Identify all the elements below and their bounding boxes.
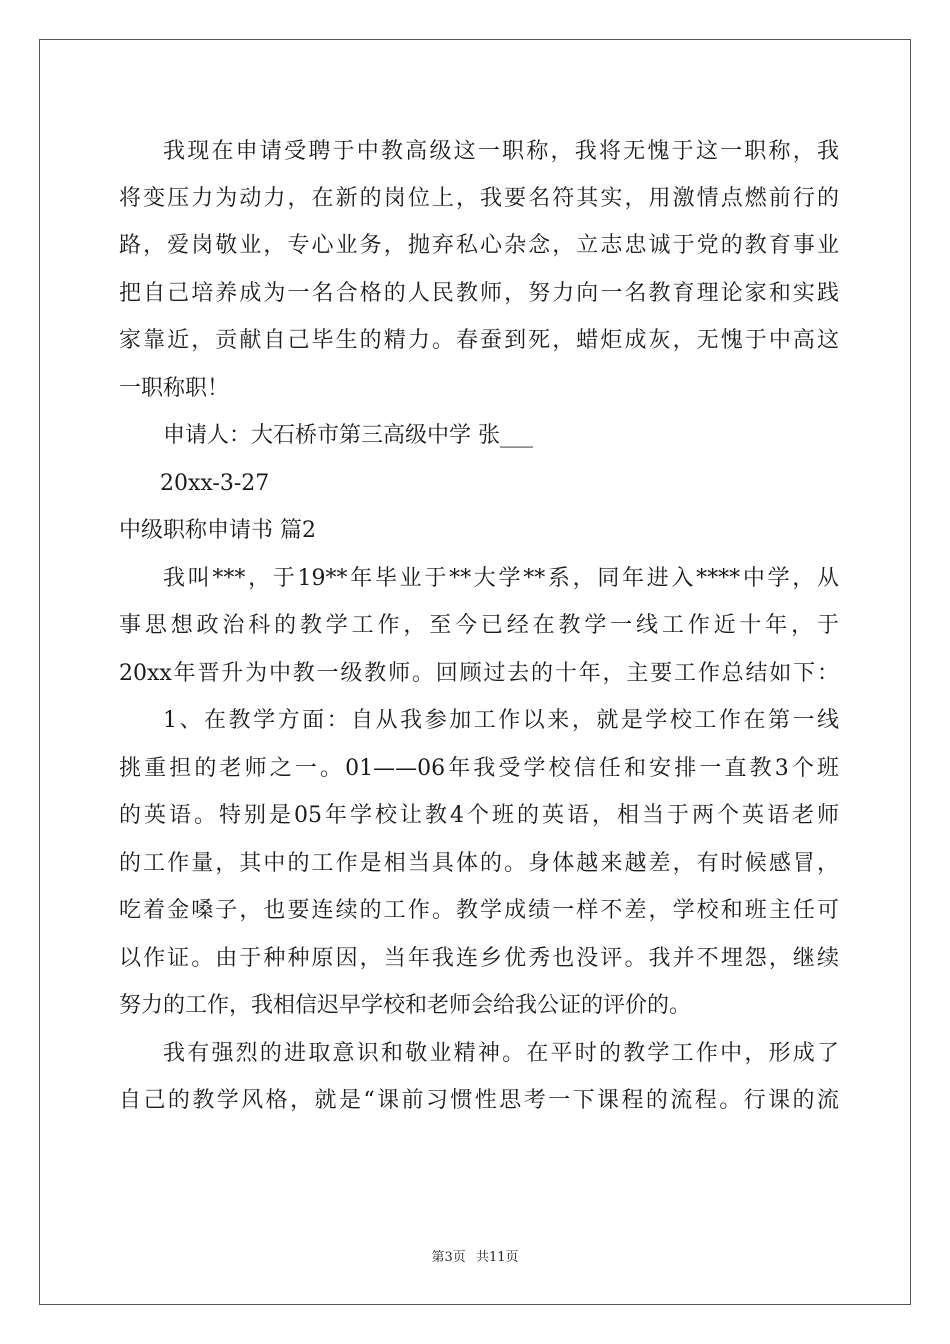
paragraph-line: 以作证。由于种种原因，当年我连乡优秀也没评。我并不埋怨，继续 (119, 946, 839, 971)
paragraph-line: 吃着金嗓子，也要连续的工作。教学成绩一样不差，学校和班主任可 (119, 898, 839, 923)
paragraph-line: 家靠近，贡献自己毕生的精力。春蚕到死，蜡炬成灰，无愧于中高这 (119, 328, 839, 353)
paragraph-line: 20xx年晋升为中教一级教师。回顾过去的十年，主要工作总结如下： (119, 661, 839, 686)
paragraph-line: 我叫***，于19**年毕业于**大学**系，同年进入****中学，从 (163, 566, 839, 591)
paragraph-line: 自己的教学风格，就是“课前习惯性思考一下课程的流程。行课的流 (119, 1088, 839, 1113)
paragraph-line: 我现在申请受聘于中教高级这一职称，我将无愧于这一职称，我 (163, 139, 839, 164)
paragraph-line: 事思想政治科的教学工作，至今已经在教学一线工作近十年，于 (119, 613, 839, 638)
section-title: 中级职称申请书 篇2 (119, 518, 316, 543)
applicant-line: 申请人：大石桥市第三高级中学 张___ (163, 423, 533, 448)
paragraph-line: 路，爱岗敬业，专心业务，抛弃私心杂念，立志忠诚于党的教育事业 (119, 233, 839, 258)
paragraph-line: 将变压力为动力，在新的岗位上，我要名符其实，用激情点燃前行的 (119, 186, 839, 211)
date-line: 20xx-3-27 (160, 471, 270, 496)
page-number: 第3页 (431, 1250, 466, 1265)
paragraph-line: 的英语。特别是05年学校让教4个班的英语，相当于两个英语老师 (119, 803, 839, 828)
paragraph-line: 挑重担的老师之一。01——06年我受学校信任和安排一直教3个班 (119, 756, 839, 781)
page-footer (0, 1246, 950, 1265)
paragraph-line: 一职称职！ (119, 376, 230, 401)
paragraph-line: 1、在教学方面：自从我参加工作以来，就是学校工作在第一线 (163, 708, 839, 733)
paragraph-line: 的工作量，其中的工作是相当具体的。身体越来越差，有时候感冒， (119, 851, 839, 876)
paragraph-line: 把自己培养成为一名合格的人民教师，努力向一名教育理论家和实践 (119, 281, 839, 306)
paragraph-line: 我有强烈的进取意识和敬业精神。在平时的教学工作中，形成了 (163, 1041, 839, 1066)
page-total: 共11页 (475, 1250, 519, 1265)
paragraph-line: 努力的工作，我相信迟早学校和老师会给我公证的评价的。 (119, 993, 692, 1018)
